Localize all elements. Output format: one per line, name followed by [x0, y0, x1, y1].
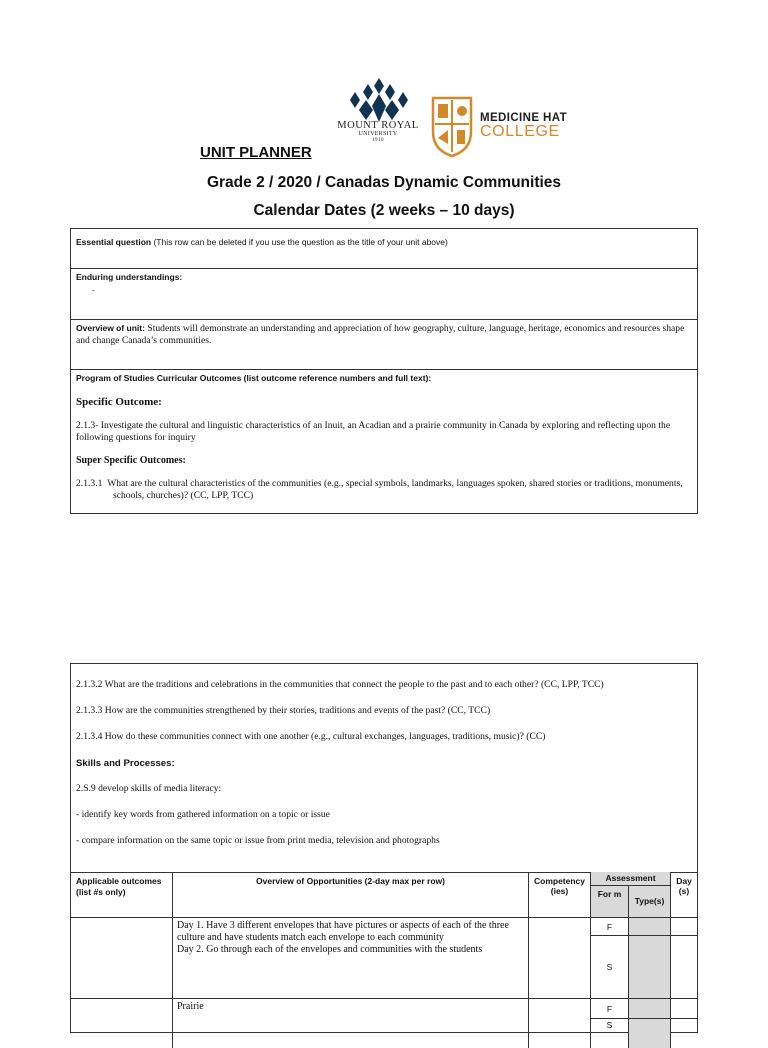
days-header: Day (s): [670, 872, 697, 917]
row1-days-cell-b[interactable]: [670, 935, 697, 998]
applicable-outcomes-header: Applicable outcomes (list #s only): [76, 876, 162, 897]
unit-overview-table: [70, 228, 698, 514]
skill-a: - identify key words from gathered information on a topic or issue: [76, 809, 330, 820]
row1-type-s[interactable]: [628, 935, 670, 998]
row2-type-s[interactable]: [628, 1018, 670, 1048]
super-outcome-4: 2.1.3.4 How do these communities connect with one another (e.g., cultural exchanges, languages, traditions, music)? (CC): [76, 731, 546, 742]
medicine-hat-crest-icon: [430, 94, 474, 158]
row1-outcomes-cell[interactable]: [71, 917, 172, 998]
essential-question-label: Essential question: [76, 237, 152, 247]
enduring-bullet: -: [92, 285, 95, 295]
super-outcome-3: 2.1.3.3 How are the communities strengthened by their stories, traditions and events of the past? (CC, TCC): [76, 705, 491, 716]
essential-question-row: [71, 229, 697, 269]
skill-b: - compare information on the same topic or issue from print media, television and photographs: [76, 835, 440, 846]
essential-question-note: (This row can be deleted if you use the question as the title of your unit above): [151, 237, 448, 247]
row1-competency-cell[interactable]: [528, 917, 590, 998]
unit-planner-title: UNIT PLANNER: [200, 144, 312, 161]
calendar-dates-title: Calendar Dates (2 weeks – 10 days): [253, 202, 515, 219]
planning-grid: [71, 872, 697, 1043]
overview-label: Overview of unit:: [76, 323, 145, 333]
row2-days-cell-b[interactable]: [670, 1018, 697, 1048]
enduring-understandings-label: Enduring understandings:: [76, 272, 183, 282]
row2-overview-cell[interactable]: Prairie: [172, 998, 528, 1048]
skills-heading: Skills and Processes:: [76, 758, 175, 769]
mount-royal-wordmark: MOUNT ROYAL UNIVERSITY 1910: [337, 120, 419, 143]
row2-form-f: F: [590, 998, 628, 1018]
competency-header: Competency (ies): [528, 872, 590, 917]
form-header: For m: [590, 885, 628, 917]
super-outcome-2: 2.1.3.2 What are the traditions and celebrations in the communities that connect the people to the past and to each other? (CC, LPP, TCC): [76, 679, 604, 690]
assessment-header: Assessment: [590, 872, 670, 885]
row2-outcomes-cell[interactable]: [71, 998, 172, 1048]
specific-outcome-text: 2.1.3- Investigate the cultural and linguistic characteristics of an Inuit, an Acadian and a prairie community in Canada by exploring and reflecting upon the following questions for inquiry: [76, 420, 671, 443]
row1-days-cell-a[interactable]: [670, 917, 697, 935]
program-label: Program of Studies Curricular Outcomes (list outcome reference numbers and full text):: [76, 373, 432, 383]
row1-form-s: S: [590, 935, 628, 998]
skill-main: 2.S.9 develop skills of media literacy:: [76, 783, 222, 794]
enduring-understandings-row: [71, 269, 697, 320]
overview-text: Students will demonstrate an understanding and appreciation of how geography, culture, language, heritage, economics and resources shape and change Canada’s communities.: [76, 323, 685, 346]
super-outcome-1: 2.1.3.1 What are the cultural characteristics of the communities (e.g., special symbols, landmarks, languages spoken, shared stories or traditions, monuments, schools, churches)? (CC, LPP, TCC): [76, 478, 683, 501]
outcomes-and-opportunities-table: [70, 663, 698, 1033]
row1-type-f[interactable]: [628, 917, 670, 935]
program-of-studies-row: [71, 370, 697, 513]
specific-outcome-heading: Specific Outcome:: [76, 396, 162, 408]
overview-opportunities-header: Overview of Opportunities (2-day max per row): [172, 872, 528, 917]
medicine-hat-college: COLLEGE: [480, 123, 560, 140]
row1-overview-cell[interactable]: Day 1. Have 3 different envelopes that have pictures or aspects of each of the three culture and have students match each envelope to each community Day 2. Go through each of the envelopes and communities with the students: [172, 917, 528, 998]
row2-form-s: S: [590, 1018, 628, 1048]
row2-competency-cell[interactable]: [528, 998, 590, 1048]
row2-days-cell-a[interactable]: [670, 998, 697, 1018]
types-header: Type(s): [628, 885, 670, 917]
logos: [330, 74, 570, 164]
mount-royal-logo-icon: [348, 78, 410, 122]
row1-form-f: F: [590, 917, 628, 935]
row2-type-f[interactable]: [628, 998, 670, 1018]
medicine-hat-name: MEDICINE HAT: [480, 112, 568, 124]
overview-row: [71, 320, 697, 370]
grade-title: Grade 2 / 2020 / Canadas Dynamic Communities: [206, 174, 562, 191]
super-specific-heading: Super Specific Outcomes:: [76, 455, 186, 466]
